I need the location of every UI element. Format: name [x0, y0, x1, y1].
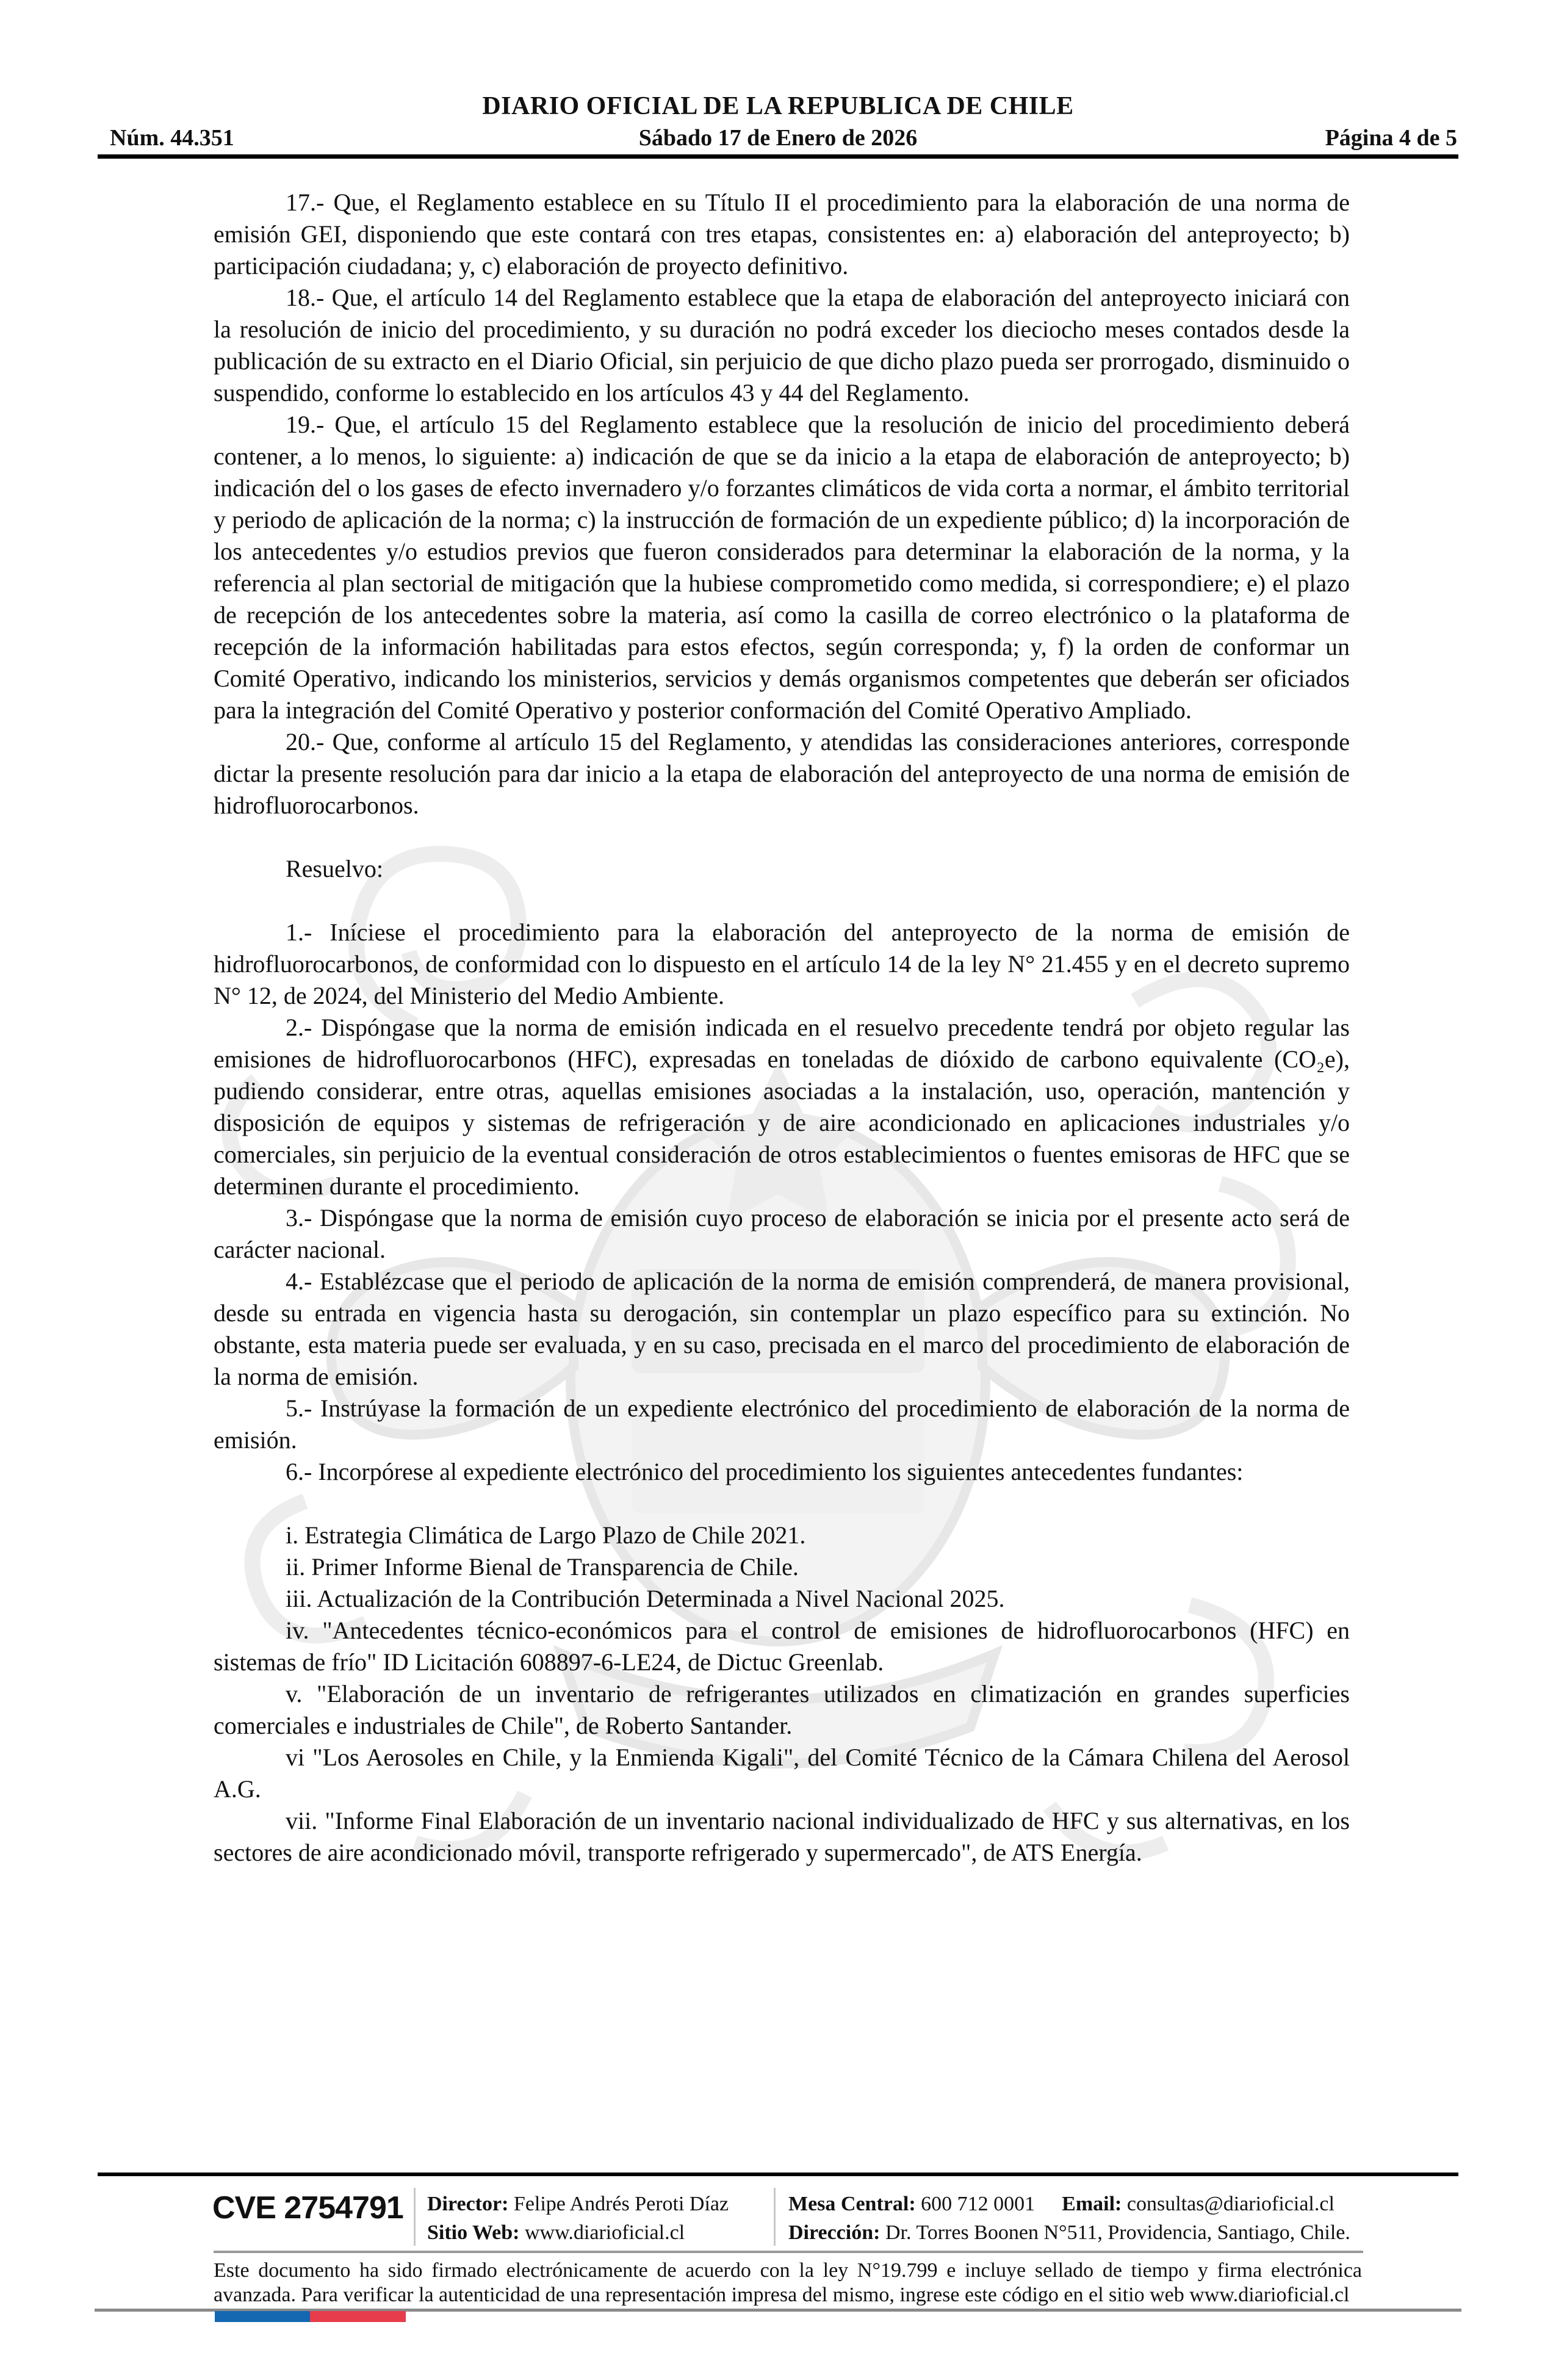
- mesa-central-label: Mesa Central:: [788, 2193, 916, 2215]
- antecedente-iv: iv. "Antecedentes técnico-económicos para el control de emisiones de hidrofluorocarbonos (HFC) en sistemas de frío" ID Licitación 608897-6-LE24, de Dictuc Greenlab.: [214, 1617, 1350, 1676]
- cve-code: CVE 2754791: [212, 2190, 403, 2226]
- sitio-web-line: [427, 2218, 729, 2247]
- flag-red-bar: [310, 2311, 406, 2322]
- footer-director-column: [427, 2190, 729, 2247]
- footer-divider: [414, 2188, 416, 2246]
- director-label: Director:: [427, 2193, 509, 2215]
- footer-top-rule: [98, 2173, 1458, 2176]
- mesa-central-line: [788, 2190, 1350, 2218]
- signature-disclaimer: Este documento ha sido firmado electrónicamente de acuerdo con la ley N°19.799 e incluye sellado de tiempo y firma electrónica avanzada. Para verificar la autenticidad de una representación impresa del mismo, ingrese este código en el sitio web www.diarioficial.cl: [214, 2259, 1362, 2306]
- resolucion-3: 3.- Dispóngase que la norma de emisión cuyo proceso de elaboración se inicia por el presente acto será de carácter nacional.: [214, 1204, 1350, 1263]
- resolution-text: [214, 187, 1350, 1869]
- antecedente-i: i. Estrategia Climática de Largo Plazo de Chile 2021.: [286, 1521, 806, 1549]
- resolucion-5: 5.- Instrúyase la formación de un expediente electrónico del procedimiento de elaboración de la norma de emisión.: [214, 1394, 1350, 1454]
- mesa-central-phone: 600 712 0001: [921, 2193, 1036, 2215]
- header-meta-row: [0, 124, 1556, 155]
- antecedente-vi: vi "Los Aerosoles en Chile, y la Enmienda Kigali", del Comité Técnico de la Cámara Chilena del Aerosol A.G.: [214, 1744, 1350, 1803]
- resolucion-1: 1.- Iníciese el procedimiento para la elaboración del anteproyecto de la norma de emisión de hidrofluorocarbonos, de conformidad con lo dispuesto en el artículo 14 de la ley N° 21.455 y en el decreto supremo N° 12, de 2024, del Ministerio del Medio Ambiente.: [214, 918, 1350, 1009]
- resuelvo-heading: Resuelvo:: [286, 855, 383, 882]
- resolucion-2: 2.- Dispóngase que la norma de emisión indicada en el resuelvo precedente tendrá por objeto regular las emisiones de hidrofluorocarbonos (HFC), expresadas en toneladas de dióxido de carbono equivalente (CO₂e), pudiendo considerar, entre otras, aquellas emisiones asociadas a la instalación, uso, operación, mantención y disposición de equipos y sistemas de refrigeración y de aire acondicionado en aplicaciones industriales y/o comerciales, sin perjuicio de la eventual consideración de otros establecimientos o fuentes emisoras de HFC que se determinen durante el procedimiento.: [214, 1014, 1350, 1200]
- sitio-web-label: Sitio Web:: [427, 2221, 520, 2244]
- considerando-17: 17.- Que, el Reglamento establece en su Título II el procedimiento para la elaboración de una norma de emisión GEI, disponiendo que este contará con tres etapas, consistentes en: a) elaboración del anteproyecto; b) participación ciudadana; y, c) elaboración de proyecto definitivo.: [214, 189, 1350, 279]
- flag-blue-bar: [215, 2311, 310, 2322]
- antecedente-ii: ii. Primer Informe Bienal de Transparencia de Chile.: [286, 1553, 799, 1581]
- email-address: consultas@diarioficial.cl: [1126, 2193, 1334, 2215]
- footer-mid-rule: [214, 2251, 1363, 2253]
- footer-divider: [774, 2188, 776, 2246]
- direccion-value: Dr. Torres Boonen N°511, Providencia, Santiago, Chile.: [885, 2221, 1350, 2244]
- antecedente-vii: vii. "Informe Final Elaboración de un inventario nacional individualizado de HFC y sus alternativas, en los sectores de aire acondicionado móvil, transporte refrigerado y supermercado", de ATS Energía.: [214, 1807, 1350, 1866]
- page-indicator: Página 4 de 5: [1325, 125, 1457, 151]
- email-label: Email:: [1062, 2193, 1122, 2215]
- header-rule: [98, 154, 1458, 159]
- masthead-title: DIARIO OFICIAL DE LA REPUBLICA DE CHILE: [482, 92, 1074, 120]
- considerando-19: 19.- Que, el artículo 15 del Reglamento establece que la resolución de inicio del procedimiento deberá contener, a lo menos, lo siguiente: a) indicación de que se da inicio a la etapa de elaboración de anteproyecto; b) indicación del o los gases de efecto invernadero y/o forzantes climáticos de vida corta a normar, el ámbito territorial y periodo de aplicación de la norma; c) la instrucción de formación de un expediente público; d) la incorporación de los antecedentes y/o estudios previos que fueron considerados para determinar la elaboración de la norma, y la referencia al plan sectorial de mitigación que la hubiese comprometido como medida, si correspondiere; e) el plazo de recepción de los antecedentes sobre la materia, así como la casilla de correo electrónico o la plataforma de recepción de la información habilitadas para estos efectos, según corresponda; y, f) la orden de conformar un Comité Operativo, indicando los ministerios, servicios y demás organismos competentes que deberán ser oficiados para la integración del Comité Operativo y posterior conformación del Comité Operativo Ampliado.: [214, 411, 1350, 724]
- resolucion-6: 6.- Incorpórese al expediente electrónico del procedimiento los siguientes antecedentes fundantes:: [286, 1458, 1244, 1485]
- sitio-web-url: www.diarioficial.cl: [524, 2221, 685, 2244]
- antecedente-v: v. "Elaboración de un inventario de refrigerantes utilizados en climatización en grandes superficies comerciales e industriales de Chile", de Roberto Santander.: [214, 1680, 1350, 1739]
- direccion-label: Dirección:: [788, 2221, 881, 2244]
- director-name: Felipe Andrés Peroti Díaz: [513, 2193, 729, 2215]
- footer-contact-column: [788, 2190, 1350, 2247]
- antecedente-iii: iii. Actualización de la Contribución Determinada a Nivel Nacional 2025.: [286, 1585, 1005, 1612]
- resolucion-4: 4.- Establézcase que el periodo de aplicación de la norma de emisión comprenderá, de manera provisional, desde su entrada en vigencia hasta su derogación, sin contemplar un plazo específico para su extinción. No obstante, esta materia puede ser evaluada, y en su caso, precisada en el marco del procedimiento de elaboración de la norma de emisión.: [214, 1268, 1350, 1390]
- director-line: [427, 2190, 729, 2218]
- issue-number: Núm. 44.351: [110, 125, 234, 151]
- issue-date: Sábado 17 de Enero de 2026: [638, 125, 918, 151]
- direccion-line: [788, 2218, 1350, 2247]
- considerando-18: 18.- Que, el artículo 14 del Reglamento establece que la etapa de elaboración del anteproyecto iniciará con la resolución de inicio del procedimiento, y su duración no podrá exceder los dieciocho meses contados desde la publicación de su extracto en el Diario Oficial, sin perjuicio de que dicho plazo pueda ser prorrogado, disminuido o suspendido, conforme lo establecido en los artículos 43 y 44 del Reglamento.: [214, 284, 1350, 406]
- considerando-20: 20.- Que, conforme al artículo 15 del Reglamento, y atendidas las consideraciones anteriores, corresponde dictar la presente resolución para dar inicio a la etapa de elaboración del anteproyecto de una norma de emisión de hidrofluorocarbonos.: [214, 728, 1350, 819]
